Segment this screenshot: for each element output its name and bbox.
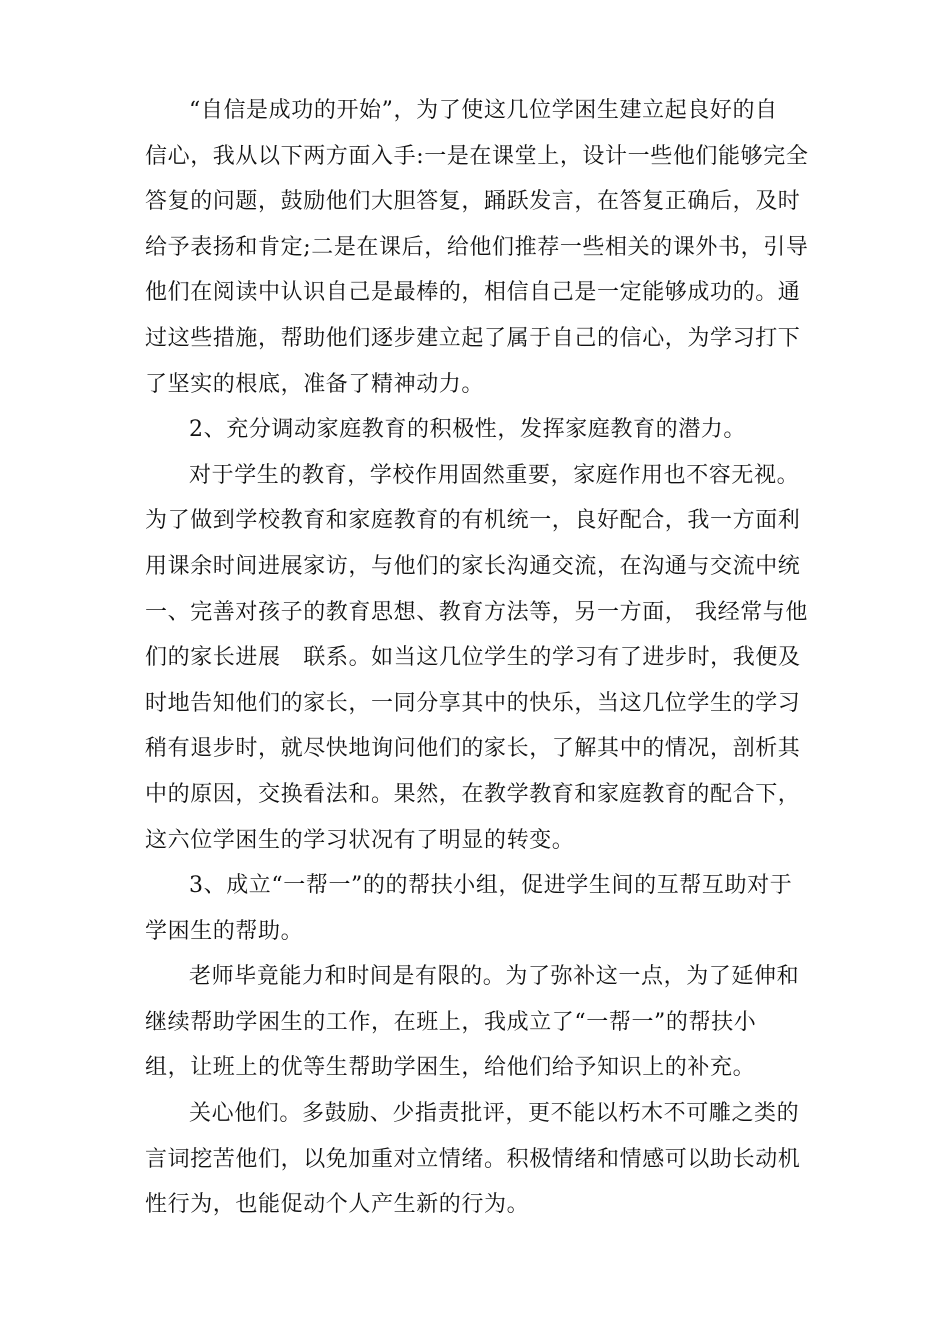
text-line: 过这些措施，帮助他们逐步建立起了属于自己的信心，为学习打下 [145,325,801,351]
document-body [145,88,810,1228]
text-line: 中的原因，交换看法和。果然，在教学教育和家庭教育的配合下， [145,781,801,807]
text-line: 一、完善对孩子的教育思想、教育方法等，另一方面， 我经常与他 [145,599,808,625]
text-line: “自信是成功的开始”，为了使这几位学困生建立起良好的自 [189,98,778,123]
text-line: 继续帮助学困生的工作，在班上，我成立了“一帮一”的帮扶小 [145,1009,757,1035]
text-line: 言词挖苦他们，以免加重对立情绪。积极情绪和情感可以助长动机 [145,1146,801,1172]
text-line: 答复的问题，鼓励他们大胆答复，踊跃发言，在答复正确后，及时 [145,189,801,215]
text-line: 时地告知他们的家长，一同分享其中的快乐，当这几位学生的学习 [145,690,801,716]
text-line: 为了做到学校教育和家庭教育的有机统一，良好配合，我一方面利 [145,508,801,534]
text-line: 性行为，也能促动个人产生新的行为。 [145,1192,530,1218]
text-line: 们的家长进展 联系。如当这几位学生的学习有了进步时，我便及 [145,645,801,671]
section-heading: 3、成立“一帮一”的的帮扶小组，促进学生间的互帮互助对于 [189,873,793,899]
section-heading: 学困生的帮助。 [145,918,304,944]
paragraph-family-education [145,453,810,863]
text-line: 他们在阅读中认识自己是最棒的，相信自己是一定能够成功的。通 [145,280,801,306]
text-line: 老师毕竟能力和时间是有限的。为了弥补这一点，为了延伸和 [189,964,800,990]
text-line: 这六位学困生的学习状况有了明显的转变。 [145,827,575,853]
text-line: 给予表扬和肯定;二是在课后，给他们推荐一些相关的课外书，引导 [145,234,809,260]
text-line: 稍有退步时，就尽快地询问他们的家长，了解其中的情况，剖析其 [145,736,801,762]
paragraph-self-confidence [145,88,810,407]
heading-peer-help [145,863,810,954]
text-line: 组，让班上的优等生帮助学困生，给他们给予知识上的补充。 [145,1055,756,1081]
paragraph-peer-help [145,954,810,1091]
text-line: 对于学生的教育，学校作用固然重要，家庭作用也不容无视。 [189,462,800,488]
text-line: 了坚实的根底，准备了精神动力。 [145,371,485,397]
paragraph-care [145,1091,810,1228]
text-line: 关心他们。多鼓励、少指责批评，更不能以朽木不可雕之类的 [189,1101,800,1127]
text-line: 用课余时间进展家访，与他们的家长沟通交流，在沟通与交流中统 [145,553,801,579]
heading-family-education [145,407,810,453]
section-heading: 2、充分调动家庭教育的积极性，发挥家庭教育的潜力。 [189,417,746,443]
text-line: 信心，我从以下两方面入手:一是在课堂上，设计一些他们能够完全 [145,143,809,169]
